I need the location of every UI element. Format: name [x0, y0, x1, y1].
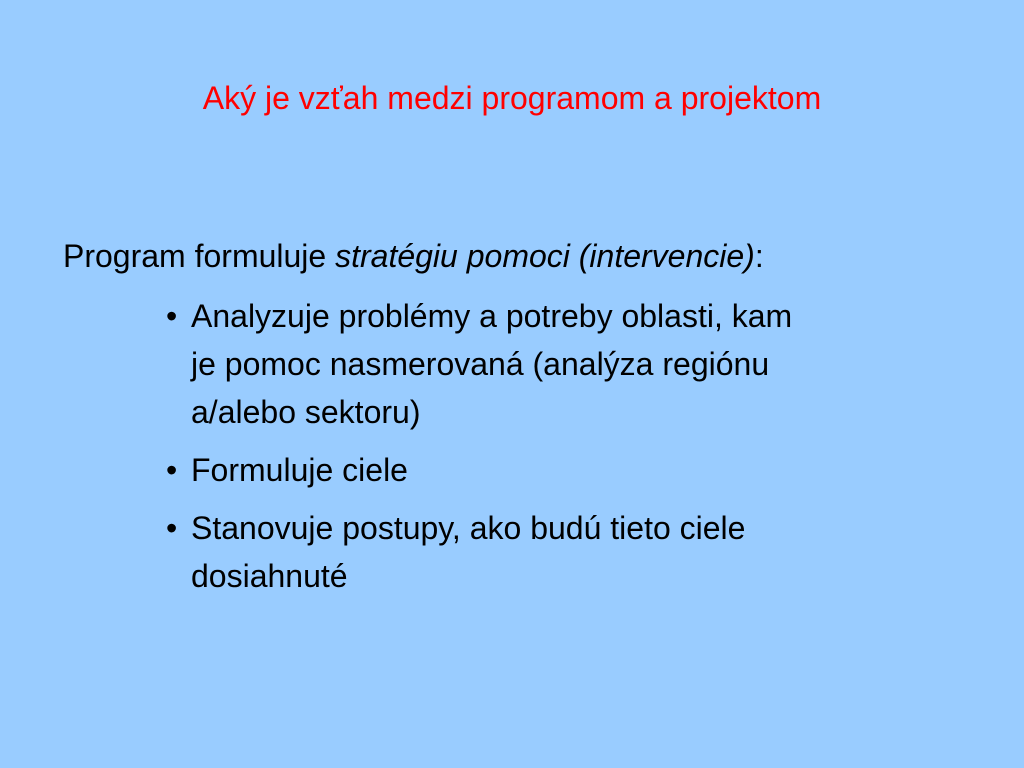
- bullet-item: [166, 292, 966, 436]
- intro-prefix: Program formuluje: [63, 238, 336, 274]
- intro-suffix: :: [754, 238, 764, 274]
- bullet-dot-icon: •: [166, 452, 178, 488]
- bullet-item: [166, 446, 966, 494]
- bullet-line: Formuluje ciele: [191, 452, 408, 488]
- bullet-item: [166, 504, 966, 600]
- bullet-line: Analyzuje problémy a potreby oblasti, kam: [191, 298, 793, 334]
- bullet-dot-icon: •: [166, 510, 178, 546]
- bullet-dot-icon: •: [166, 298, 178, 334]
- slide-title: Aký je vzťah medzi programom a projektom: [202, 80, 822, 116]
- bullet-line: Stanovuje postupy, ako budú tieto ciele: [191, 510, 746, 546]
- bullet-list: [166, 292, 966, 610]
- bullet-line: je pomoc nasmerovaná (analýza regiónu: [191, 346, 770, 382]
- intro-paragraph: [63, 236, 764, 276]
- bullet-line: a/alebo sektoru): [191, 394, 421, 430]
- intro-emphasis: stratégiu pomoci (intervencie): [335, 238, 755, 274]
- bullet-line: dosiahnuté: [191, 558, 348, 594]
